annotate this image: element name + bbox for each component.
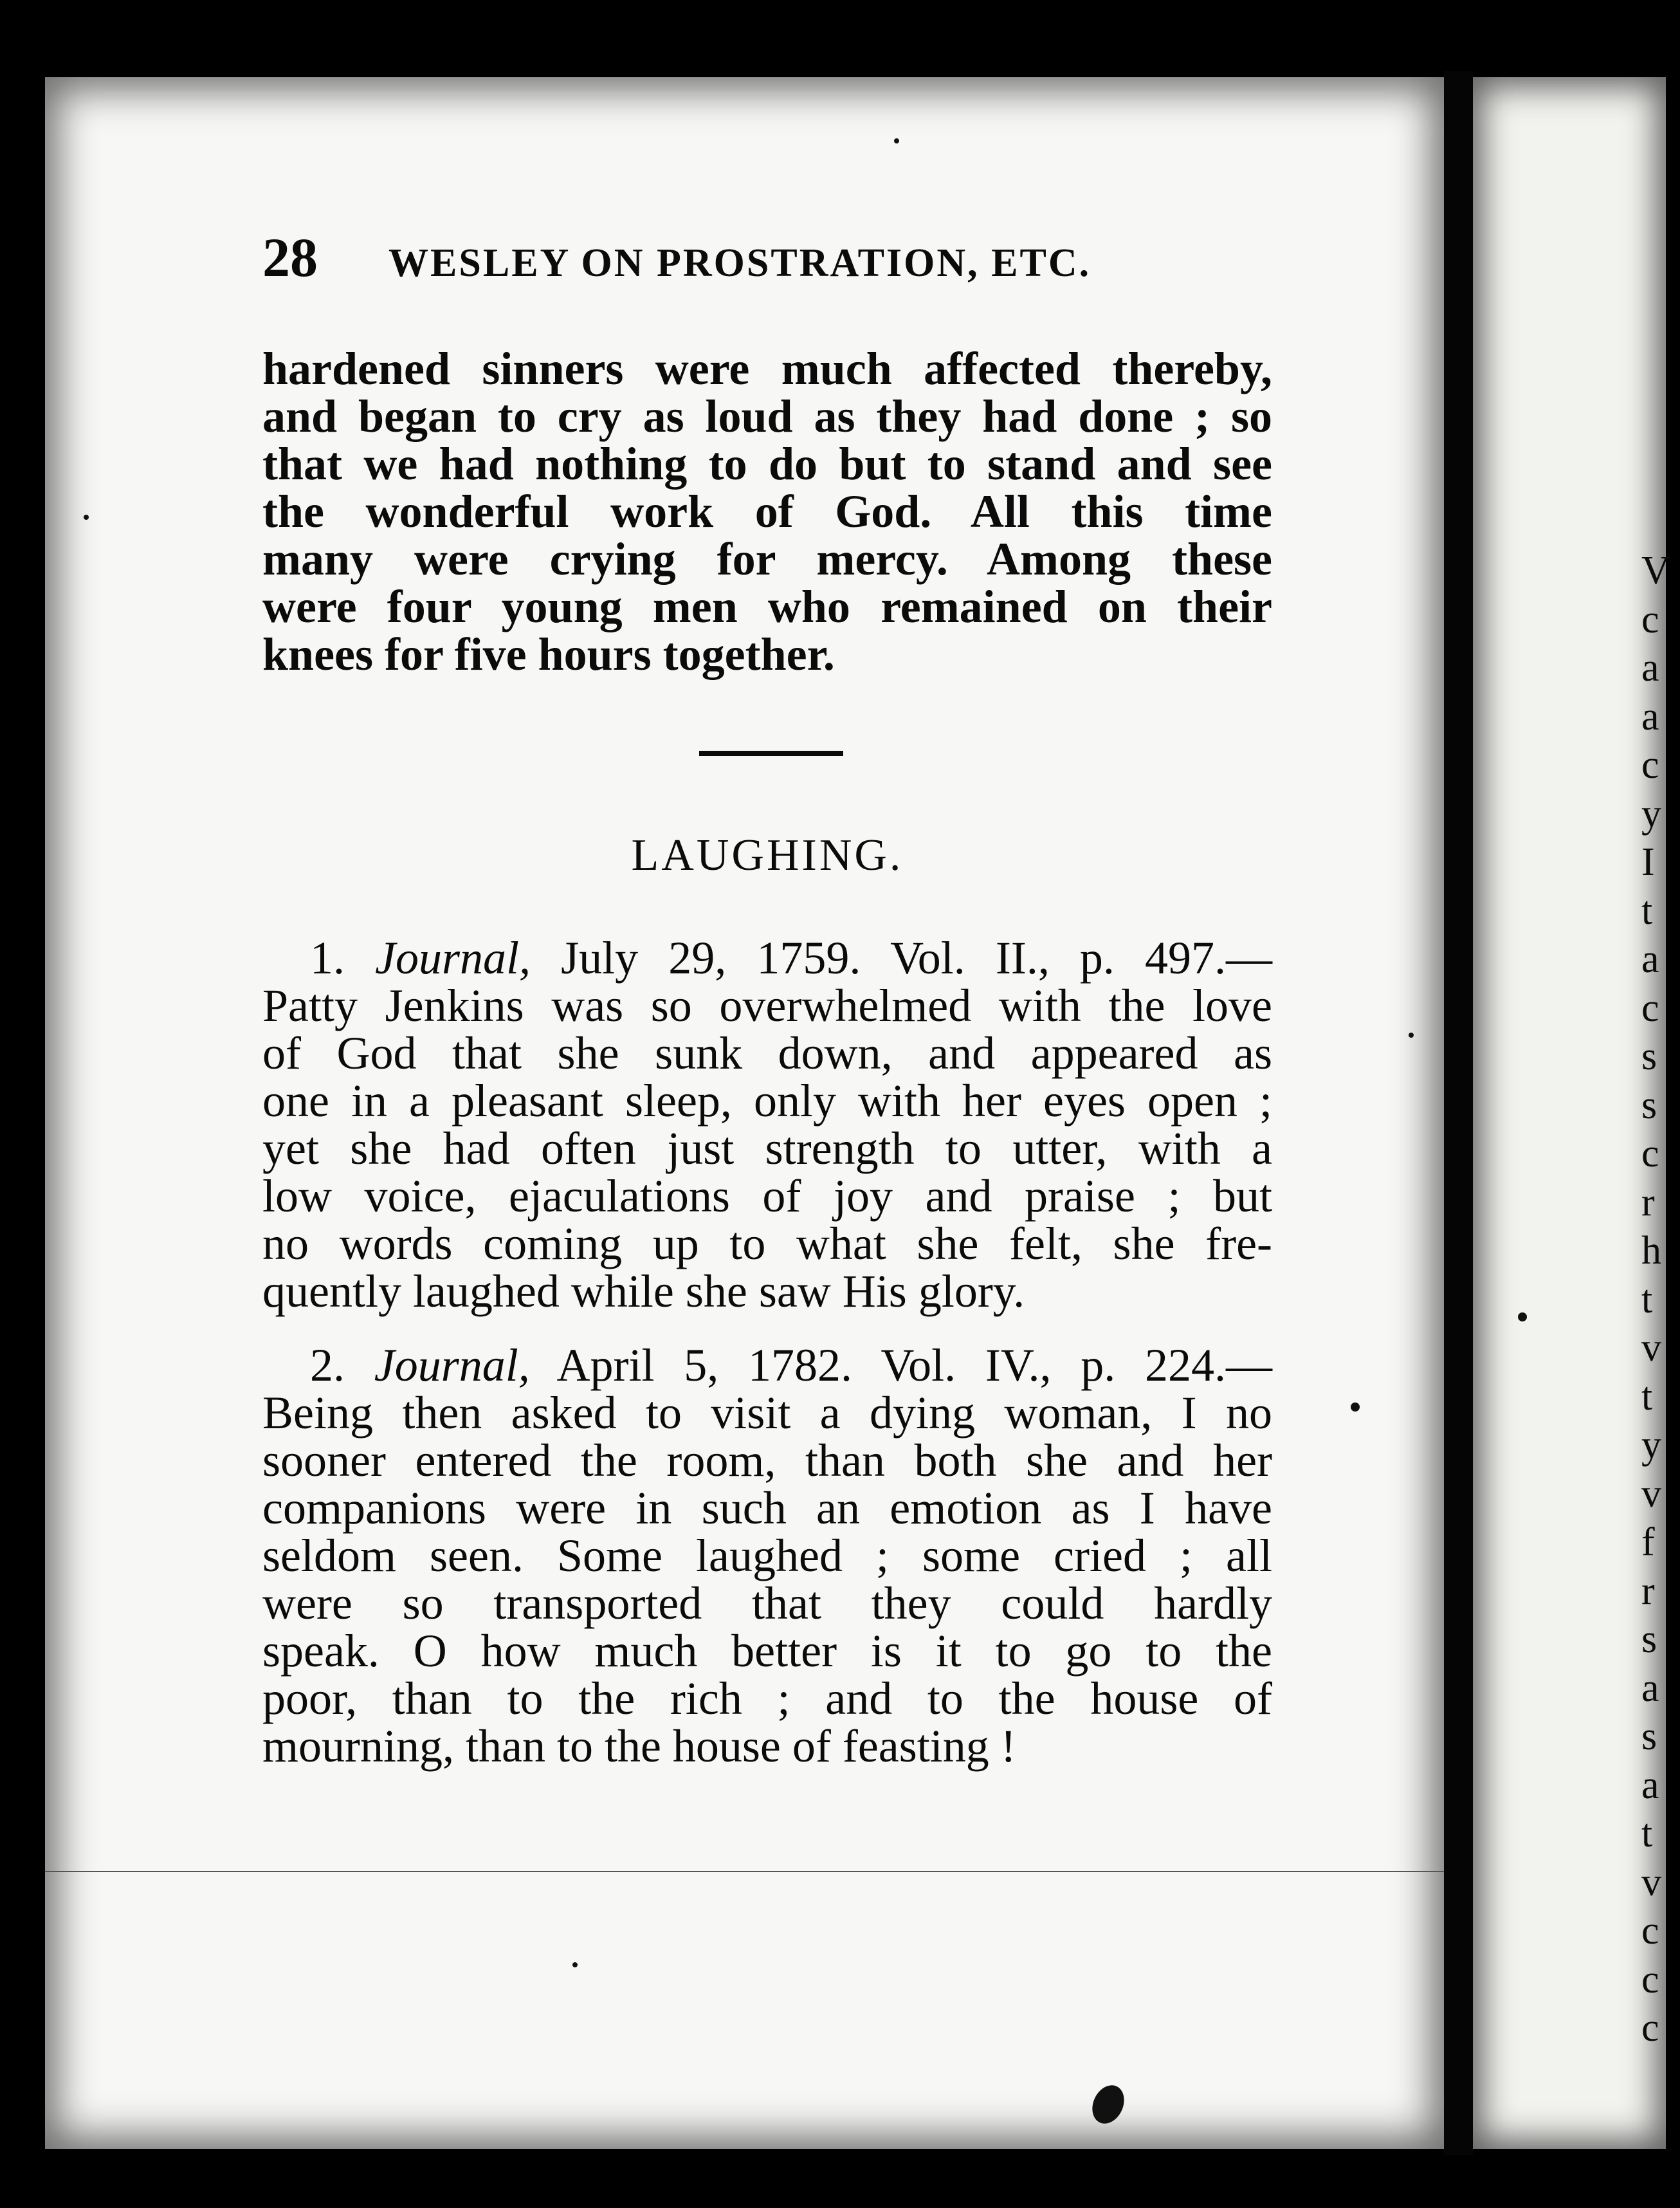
facing-page-letter: t	[1641, 1374, 1653, 1419]
text-line: speak. O how much better is it to go to the	[262, 1625, 1272, 1677]
text-line: and began to cry as loud as they had done ; so	[262, 391, 1272, 442]
text-line: knees for five hours together.	[262, 629, 835, 680]
facing-page-letter: a	[1641, 937, 1659, 981]
scan-line	[45, 1871, 1444, 1872]
running-head-title: WESLEY ON PROSTRATION, ETC.	[388, 241, 1091, 285]
facing-page-letter: t	[1641, 888, 1653, 933]
running-head	[262, 225, 1227, 290]
facing-page-letter: s	[1641, 1035, 1657, 1078]
facing-page-letter: y	[1641, 791, 1661, 836]
book-gutter	[1444, 71, 1473, 2155]
facing-page-letter: a	[1641, 1763, 1659, 1807]
text-line: poor, than to the rich ; and to the house of	[262, 1673, 1272, 1724]
facing-page-letter: V	[1641, 549, 1670, 593]
text-line: hardened sinners were much affected thereby,	[262, 343, 1272, 394]
facing-page-letter: v	[1641, 1471, 1661, 1516]
speck	[1409, 1033, 1414, 1038]
text-line: no words coming up to what she felt, she fre-	[262, 1218, 1272, 1269]
text-line: that we had nothing to do but to stand and see	[262, 438, 1272, 490]
entry-reference-line	[262, 1341, 1272, 1389]
text-line: the wonderful work of God. All this time	[262, 486, 1272, 537]
section-heading: LAUGHING.	[631, 831, 904, 880]
facing-page-letter: v	[1641, 1326, 1661, 1370]
text-line: quently laughed while she saw His glory.	[262, 1265, 1025, 1317]
facing-page-letter: a	[1641, 694, 1659, 739]
entry-reference: July 29, 1759. Vol. II., p. 497.—	[531, 932, 1272, 984]
text-line: mourning, than to the house of feasting !	[262, 1720, 1016, 1772]
text-line: were so transported that they could hardly	[262, 1578, 1272, 1629]
facing-page-letter: s	[1641, 1083, 1657, 1127]
journal-title: Journal,	[374, 1339, 530, 1391]
facing-page-letter: I	[1641, 840, 1655, 884]
text-line: one in a pleasant sleep, only with her eyes open ;	[262, 1075, 1272, 1127]
speck	[572, 1962, 578, 1967]
speck	[894, 138, 899, 143]
section-divider-rule	[699, 751, 843, 756]
entry-1	[262, 934, 1272, 1315]
facing-page-letter: y	[1641, 1423, 1661, 1467]
facing-page-letter: f	[1641, 1520, 1655, 1564]
facing-page-letter: a	[1641, 646, 1659, 690]
facing-page-letter: c	[1641, 1909, 1659, 1953]
facing-page-letter: s	[1641, 1617, 1657, 1661]
entry-2	[262, 1341, 1272, 1770]
facing-page-letter: a	[1641, 1666, 1659, 1710]
facing-page-letter: c	[1641, 2006, 1659, 2050]
text-line: of God that she sunk down, and appeared as	[262, 1027, 1272, 1079]
text-line: many were crying for mercy. Among these	[262, 533, 1272, 585]
speck	[1518, 1312, 1527, 1321]
facing-page-letter: s	[1641, 1715, 1657, 1758]
entry-number: 2.	[310, 1339, 345, 1391]
entry-number: 1.	[310, 932, 345, 984]
journal-title: Journal,	[375, 932, 531, 984]
entry-reference-line	[262, 934, 1272, 982]
text-line: yet she had often just strength to utter, with a	[262, 1123, 1272, 1174]
facing-page-letter: c	[1641, 743, 1659, 787]
facing-page-letter: r	[1641, 1180, 1655, 1224]
facing-page-letter: t	[1641, 1812, 1653, 1855]
continuation-paragraph	[262, 345, 1272, 678]
text-line: were four young men who remained on their	[262, 581, 1272, 632]
text-line: companions were in such an emotion as I have	[262, 1482, 1272, 1534]
page-number: 28	[262, 226, 318, 288]
speck	[84, 515, 89, 520]
entry-reference: April 5, 1782. Vol. IV., p. 224.—	[529, 1339, 1273, 1391]
text-line: sooner entered the room, than both she and her	[262, 1435, 1272, 1486]
speck	[1351, 1403, 1360, 1412]
facing-page-letter: h	[1641, 1229, 1661, 1273]
facing-page-letter: v	[1641, 1860, 1661, 1904]
facing-page-letter: r	[1641, 1569, 1655, 1613]
text-line: low voice, ejaculations of joy and praise ; but	[262, 1170, 1272, 1222]
facing-page-letter: t	[1641, 1277, 1653, 1321]
text-line: Patty Jenkins was so overwhelmed with the love	[262, 980, 1272, 1031]
facing-page-letter: c	[1641, 986, 1659, 1030]
text-line: seldom seen. Some laughed ; some cried ; all	[262, 1530, 1272, 1581]
facing-page-letter: c	[1641, 1957, 1659, 2001]
facing-page-letter: c	[1641, 1132, 1659, 1175]
facing-page-edge	[1473, 77, 1670, 2149]
facing-page-text-fragments	[1641, 547, 1680, 2053]
facing-page-letter: c	[1641, 597, 1659, 641]
text-line: Being then asked to visit a dying woman, I no	[262, 1387, 1272, 1439]
